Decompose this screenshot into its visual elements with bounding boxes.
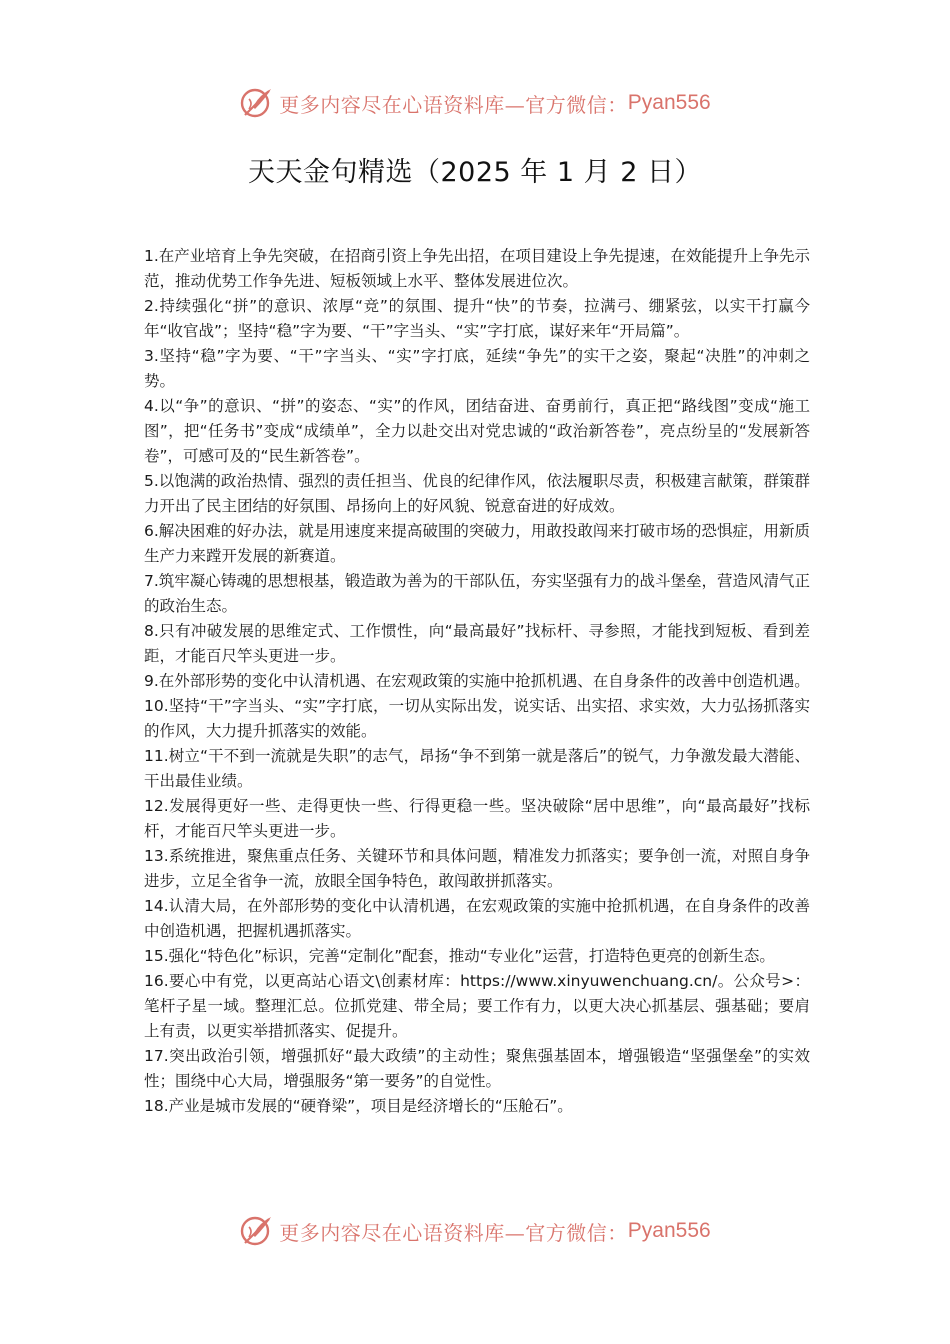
- list-item: 14.认清大局，在外部形势的变化中认清机遇，在宏观政策的实施中抢抓机遇，在自身条件的改善中创造机遇，把握机遇抓落实。: [144, 897, 810, 940]
- list-item: 8.只有冲破发展的思维定式、工作惯性，向“最高最好”找标杆、寻参照，才能找到短板、看到差距，才能百尺竿头更进一步。: [144, 622, 810, 665]
- list-item: 10.坚持“干”字当头、“实”字打底，一切从实际出发，说实话、出实招、求实效，大力弘扬抓落实的作风，大力提升抓落实的效能。: [144, 697, 810, 740]
- list-item: 15.强化“特色化”标识，完善“定制化”配套，推动“专业化”运营，打造特色更亮的创新生态。: [144, 947, 775, 965]
- list-item: 3.坚持“稳”字为要、“干”字当头、“实”字打底，延续“争先”的实干之姿，聚起“决胜”的冲刺之势。: [144, 347, 810, 390]
- quill-logo-icon: [239, 85, 275, 121]
- list-item: 5.以饱满的政治热情、强烈的责任担当、优良的纪律作风，依法履职尽责，积极建言献策，群策群力开出了民主团结的好氛围、昂扬向上的好风貌、锐意奋进的好成效。: [144, 472, 810, 515]
- banner-wechat-id: Pyan556: [627, 1219, 711, 1242]
- list-item: 16.要心中有党，以更高站心语文\创素材库：https://www.xinyuwenchuang.cn/。公众号>：笔杆子星一域。整理汇总。位抓党建、带全局；要工作有力，以更大决心抓基层、强基础；要肩上有责，以更实举措抓落实、促提升。: [144, 972, 810, 1040]
- list-item: 4.以“争”的意识、“拼”的姿态、“实”的作风，团结奋进、奋勇前行，真正把“路线图”变成“施工图”，把“任务书”变成“成绩单”，全力以赴交出对党忠诚的“政治新答卷”，亮点纷呈的“发展新答卷”，可感可及的“民生新答卷”。: [144, 397, 810, 465]
- list-item: 7.筑牢凝心铸魂的思想根基，锻造敢为善为的干部队伍，夯实坚强有力的战斗堡垒，营造风清气正的政治生态。: [144, 572, 810, 615]
- list-item: 13.系统推进，聚焦重点任务、关键环节和具体问题，精准发力抓落实；要争创一流，对照自身争进步，立足全省争一流，放眼全国争特色，敢闯敢拼抓落实。: [144, 847, 810, 890]
- header-banner: [0, 83, 950, 123]
- list-item: 17.突出政治引领，增强抓好“最大政绩”的主动性；聚焦强基固本，增强锻造“坚强堡垒”的实效性；围绕中心大局，增强服务“第一要务”的自觉性。: [144, 1047, 810, 1090]
- banner-text: 更多内容尽在心语资料库—官方微信：: [279, 1220, 628, 1245]
- list-item: 9.在外部形势的变化中认清机遇、在宏观政策的实施中抢抓机遇、在自身条件的改善中创造机遇。: [144, 672, 810, 690]
- banner-text: 更多内容尽在心语资料库—官方微信：: [279, 92, 628, 117]
- list-item: 12.发展得更好一些、走得更快一些、行得更稳一些。坚决破除“居中思维”，向“最高最好”找标杆，才能百尺竿头更进一步。: [144, 797, 810, 840]
- quote-list: [144, 244, 810, 1119]
- list-item: 11.树立“干不到一流就是失职”的志气，昂扬“争不到第一就是落后”的锐气，力争激发最大潜能、干出最佳业绩。: [144, 747, 810, 790]
- list-item: 6.解决困难的好办法，就是用速度来提高破围的突破力，用敢投敢闯来打破市场的恐惧症，用新质生产力来蹚开发展的新赛道。: [144, 522, 810, 565]
- footer-banner: [0, 1211, 950, 1251]
- banner-wechat-id: Pyan556: [627, 91, 711, 114]
- list-item: 2.持续强化“拼”的意识、浓厚“竞”的氛围、提升“快”的节奏，拉满弓、绷紧弦，以实干打赢今年“收官战”；坚持“稳”字为要、“干”字当头、“实”字打底，谋好来年“开局篇”。: [144, 297, 810, 340]
- list-item: 18.产业是城市发展的“硬脊梁”，项目是经济增长的“压舱石”。: [144, 1097, 573, 1115]
- list-item: 1.在产业培育上争先突破，在招商引资上争先出招，在项目建设上争先提速，在效能提升上争先示范，推动优势工作争先进、短板领域上水平、整体发展进位次。: [144, 247, 810, 290]
- page-title: 天天金句精选（2025 年 1 月 2 日）: [248, 157, 702, 188]
- quill-logo-icon: [239, 1213, 275, 1249]
